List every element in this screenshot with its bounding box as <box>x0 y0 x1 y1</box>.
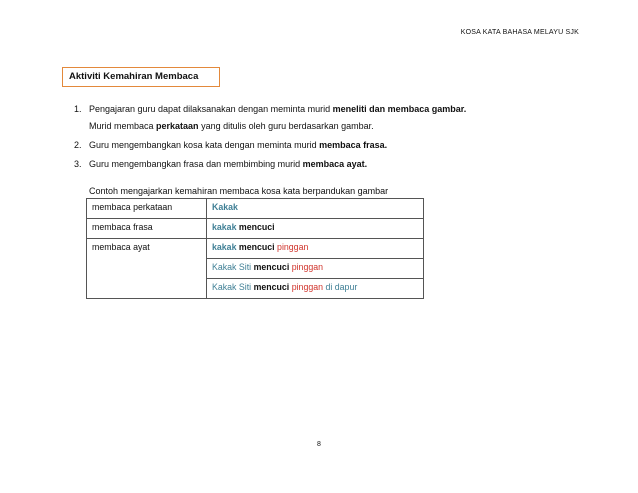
list-text: Guru mengembangkan frasa dan membimbing murid <box>89 159 303 169</box>
example-table <box>86 198 424 299</box>
section-title: Aktiviti Kemahiran Membaca <box>62 67 220 87</box>
list-text-bold: membaca ayat. <box>302 159 368 169</box>
header-title: KOSA KATA BAHASA MELAYU SJK <box>460 29 579 36</box>
instruction-list <box>74 103 544 177</box>
table-cell-label: membaca perkataan <box>87 199 207 219</box>
word-kakak: kakak <box>212 242 237 252</box>
word-mencuci: mencuci <box>253 282 290 292</box>
page-number: 8 <box>317 441 321 448</box>
word-mencuci: mencuci <box>236 242 275 252</box>
list-item <box>74 139 544 151</box>
table-cell <box>207 239 424 259</box>
word-pinggan: pinggan <box>289 282 324 292</box>
table-cell-label: membaca frasa <box>87 219 207 239</box>
list-text-bold: meneliti dan membaca gambar. <box>332 104 467 114</box>
table-cell-label: membaca ayat <box>87 239 207 299</box>
word-mencuci: mencuci <box>236 222 275 232</box>
word-mencuci: mencuci <box>251 262 290 272</box>
list-text: Murid membaca <box>89 121 157 131</box>
list-text-bold: perkataan <box>156 121 199 131</box>
table-row <box>87 199 424 219</box>
table-cell <box>207 199 424 219</box>
table-cell <box>207 219 424 239</box>
word-di-dapur: di dapur <box>323 282 358 292</box>
list-text-bold: membaca frasa. <box>319 140 388 150</box>
list-text: Pengajaran guru dapat dilaksanakan dengan meminta murid <box>89 104 333 114</box>
word-pinggan: pinggan <box>289 262 324 272</box>
table-row <box>87 239 424 259</box>
word-kakak-siti: Kakak Siti <box>212 262 252 272</box>
word-kakak: kakak <box>212 222 237 232</box>
word-kakak: Kakak <box>212 202 238 212</box>
list-text: yang ditulis oleh guru berdasarkan gambar. <box>198 121 374 131</box>
list-number: 1. <box>74 104 82 114</box>
list-number: 3. <box>74 159 82 169</box>
table-intro: Contoh mengajarkan kemahiran membaca kosa kata berpandukan gambar <box>89 186 389 196</box>
word-pinggan: pinggan <box>274 242 309 252</box>
table-cell <box>207 259 424 279</box>
table-cell <box>207 279 424 299</box>
word-kakak-siti: Kakak Siti <box>212 282 254 292</box>
list-text: Guru mengembangkan kosa kata dengan meminta murid <box>89 140 320 150</box>
list-item <box>74 103 544 132</box>
list-item <box>74 158 544 170</box>
list-number: 2. <box>74 140 82 150</box>
table-row <box>87 219 424 239</box>
